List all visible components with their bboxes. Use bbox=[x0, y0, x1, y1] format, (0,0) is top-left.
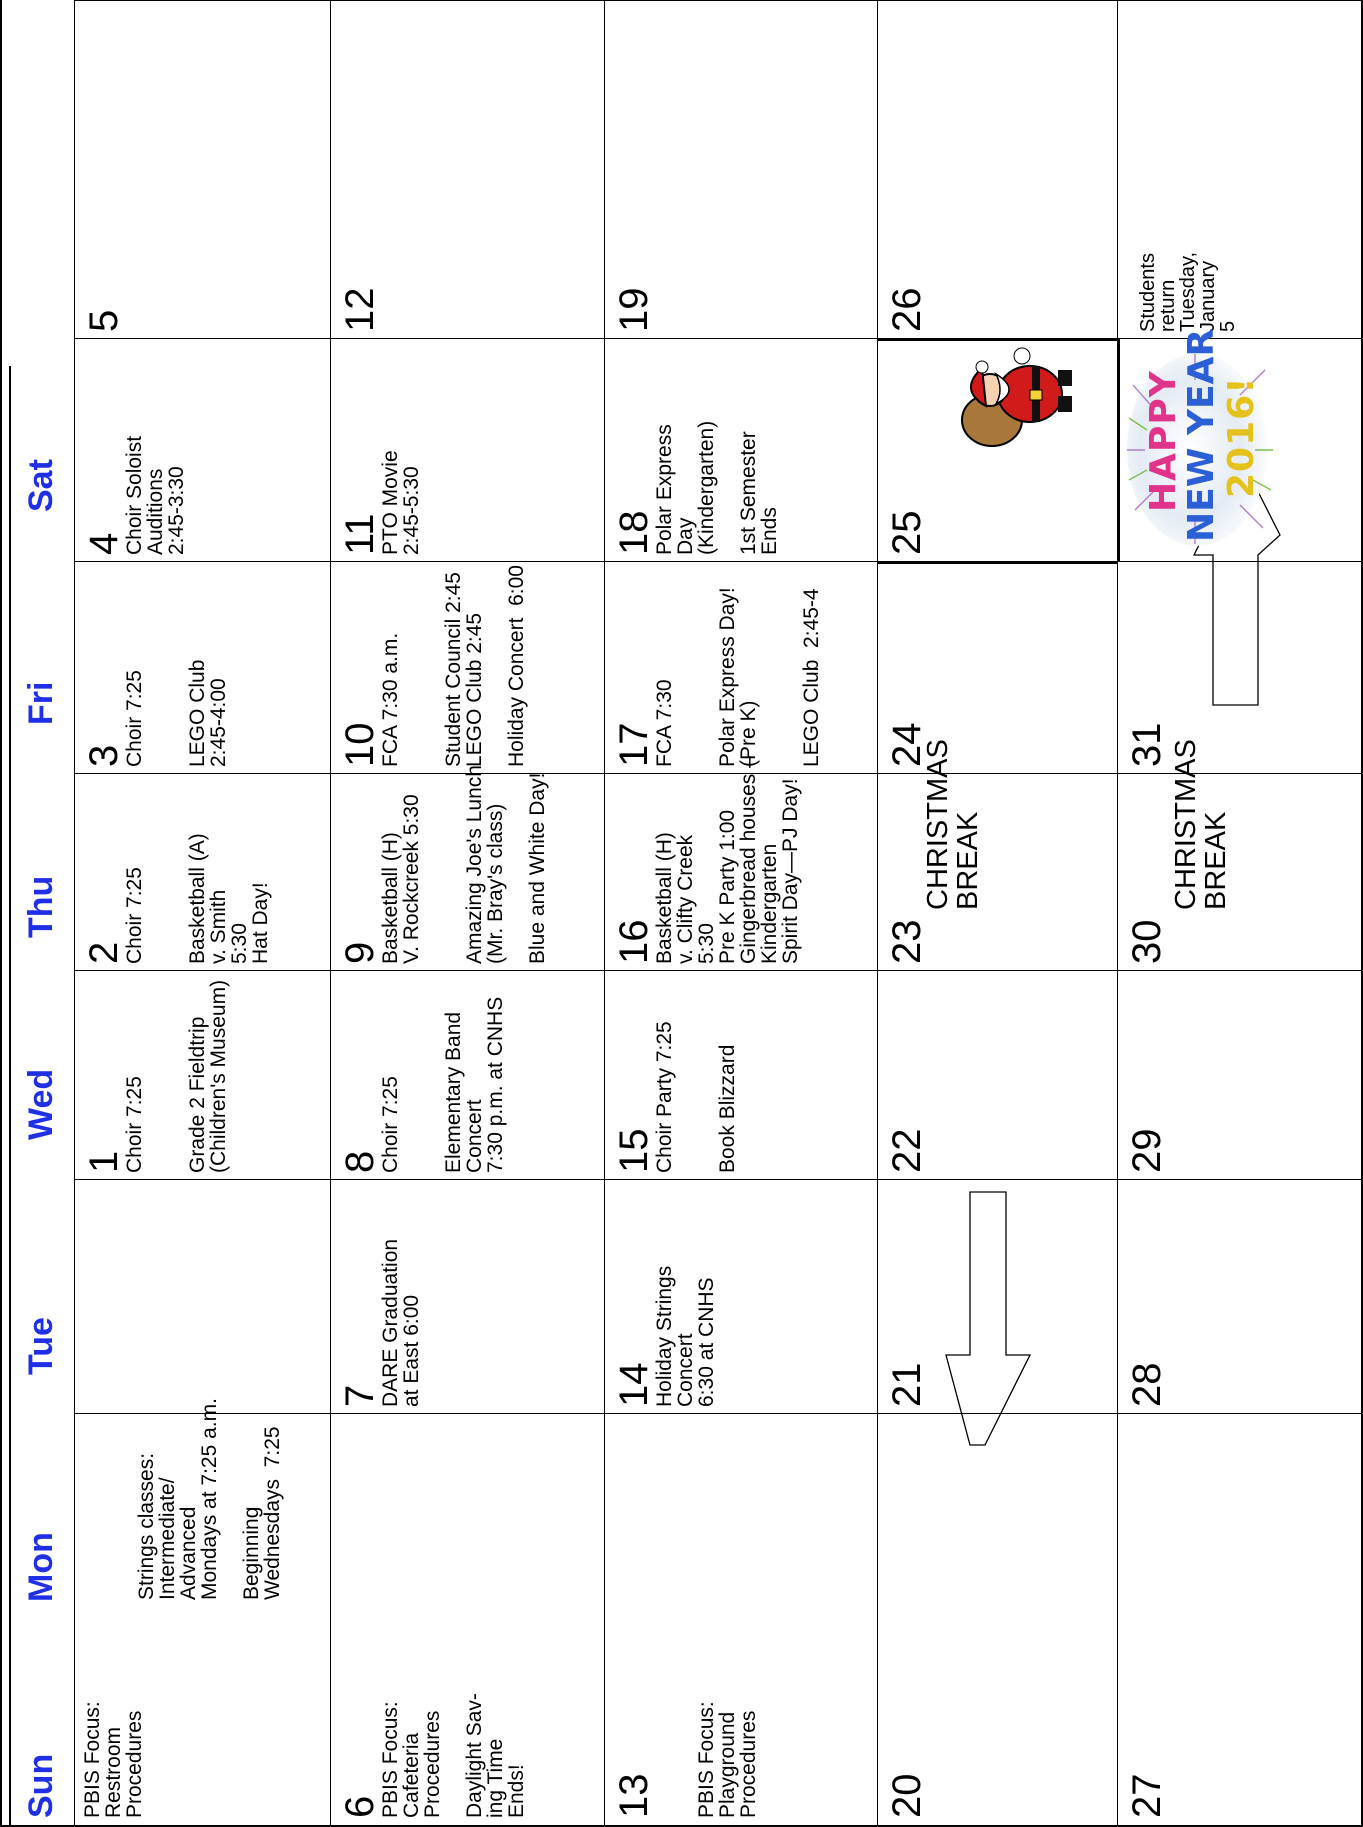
day-number: 15 bbox=[612, 1128, 656, 1173]
day-number: 6 bbox=[338, 1795, 382, 1818]
new-year-line-2: NEW YEAR bbox=[1181, 328, 1222, 542]
santa-claus-image bbox=[952, 330, 1082, 460]
day-name-mon: Mon bbox=[22, 1532, 60, 1602]
day-events: Basketball (H) v. Clifty Creek 5:30 Pre K Party 1:00 Gingerbread houses – Kindergarten Spirit Day—PJ Day! bbox=[653, 756, 802, 964]
day-events: DARE Graduation at East 6:00 bbox=[379, 1238, 423, 1407]
day-events: Basketball (H) V. Rockcreek 5:30 Amazing Joe's Lunch (Mr. Bray's class) Blue and White Day! bbox=[379, 765, 549, 964]
day-number: 29 bbox=[1125, 1128, 1169, 1173]
day-number: 20 bbox=[885, 1773, 929, 1818]
day-events: PTO Movie 2:45-5:30 bbox=[379, 450, 423, 555]
day-number: 9 bbox=[338, 941, 382, 964]
day-events: Students return Tuesday, January 5 bbox=[1137, 251, 1239, 332]
new-year-line-1: HAPPY bbox=[1143, 370, 1184, 512]
day-events: PBIS Focus: Cafeteria Procedures Daylight Sav- ing Time Ends! bbox=[379, 1693, 528, 1818]
day-name-sun: Sun bbox=[22, 1753, 60, 1818]
day-number: 31 bbox=[1125, 722, 1169, 767]
day-events: Choir 7:25 Elementary Band Concert 7:30 p.m. at CNHS bbox=[379, 996, 507, 1173]
day-events: Choir 7:25 Basketball (A) v. Smith 5:30 Hat Day! bbox=[123, 833, 272, 964]
day-name-sat: Sat bbox=[22, 459, 60, 512]
day-number: 28 bbox=[1125, 1362, 1169, 1407]
day-number: 5 bbox=[82, 309, 126, 332]
day-number: 12 bbox=[338, 287, 382, 332]
day-number: 1 bbox=[82, 1150, 126, 1173]
day-events: FCA 7:30 Polar Express Day! (Pre K) LEGO Club 2:45-4 bbox=[653, 587, 823, 767]
day-events: Choir Party 7:25 Book Blizzard bbox=[653, 1021, 739, 1173]
day-number: 30 bbox=[1125, 919, 1169, 964]
day-events: Choir 7:25 Grade 2 Fieldtrip (Children's Museum) bbox=[123, 979, 230, 1173]
day-name-wed: Wed bbox=[22, 1068, 60, 1140]
day-events: Holiday Strings Concert 6:30 at CNHS bbox=[653, 1265, 718, 1407]
day-events: Polar Express Day (Kindergarten) 1st Semester Ends bbox=[653, 420, 781, 555]
day-name-fri: Fri bbox=[22, 681, 60, 725]
day-number: 10 bbox=[338, 722, 382, 767]
day-events: PBIS Focus: Playground Procedures bbox=[695, 1701, 760, 1818]
day-events: FCA 7:30 a.m. Student Council 2:45 LEGO Club 2:45 Holiday Concert 6:00 bbox=[379, 565, 528, 767]
day-events: CHRISTMAS BREAK bbox=[1170, 739, 1232, 910]
day-number: 25 bbox=[885, 510, 929, 555]
day-number: 22 bbox=[885, 1128, 929, 1173]
day-number: 24 bbox=[885, 722, 929, 767]
day-events: Strings classes: Intermediate/ Advanced Mondays at 7:25 a.m. Beginning Wednesdays 7:25 bbox=[135, 1398, 284, 1600]
day-number: 21 bbox=[885, 1362, 929, 1407]
day-number: 26 bbox=[885, 287, 929, 332]
day-number: 2 bbox=[82, 941, 126, 964]
day-number: 13 bbox=[612, 1773, 656, 1818]
new-year-line-3: 2016! bbox=[1221, 376, 1262, 498]
down-arrow-icon bbox=[946, 1192, 1030, 1445]
day-events: PBIS Focus: Restroom Procedures bbox=[81, 1701, 146, 1818]
day-events: Choir Soloist Auditions 2:45-3:30 bbox=[123, 435, 188, 555]
day-name-tue: Tue bbox=[22, 1317, 60, 1375]
day-number: 11 bbox=[338, 513, 382, 555]
day-number: 23 bbox=[885, 919, 929, 964]
day-number: 3 bbox=[82, 744, 126, 767]
day-events: CHRISTMAS BREAK bbox=[922, 739, 984, 910]
day-number: 18 bbox=[612, 510, 656, 555]
happy-new-year-image bbox=[1125, 328, 1275, 550]
day-number: 27 bbox=[1125, 1773, 1169, 1818]
day-events: Choir 7:25 LEGO Club 2:45-4:00 bbox=[123, 659, 230, 767]
day-number: 16 bbox=[612, 919, 656, 964]
day-number: 19 bbox=[612, 287, 656, 332]
day-name-thu: Thu bbox=[22, 875, 60, 938]
day-number: 7 bbox=[338, 1384, 382, 1407]
day-number: 17 bbox=[612, 722, 656, 767]
day-number: 14 bbox=[612, 1362, 656, 1407]
day-number: 8 bbox=[338, 1150, 382, 1173]
day-number: 4 bbox=[82, 532, 126, 555]
